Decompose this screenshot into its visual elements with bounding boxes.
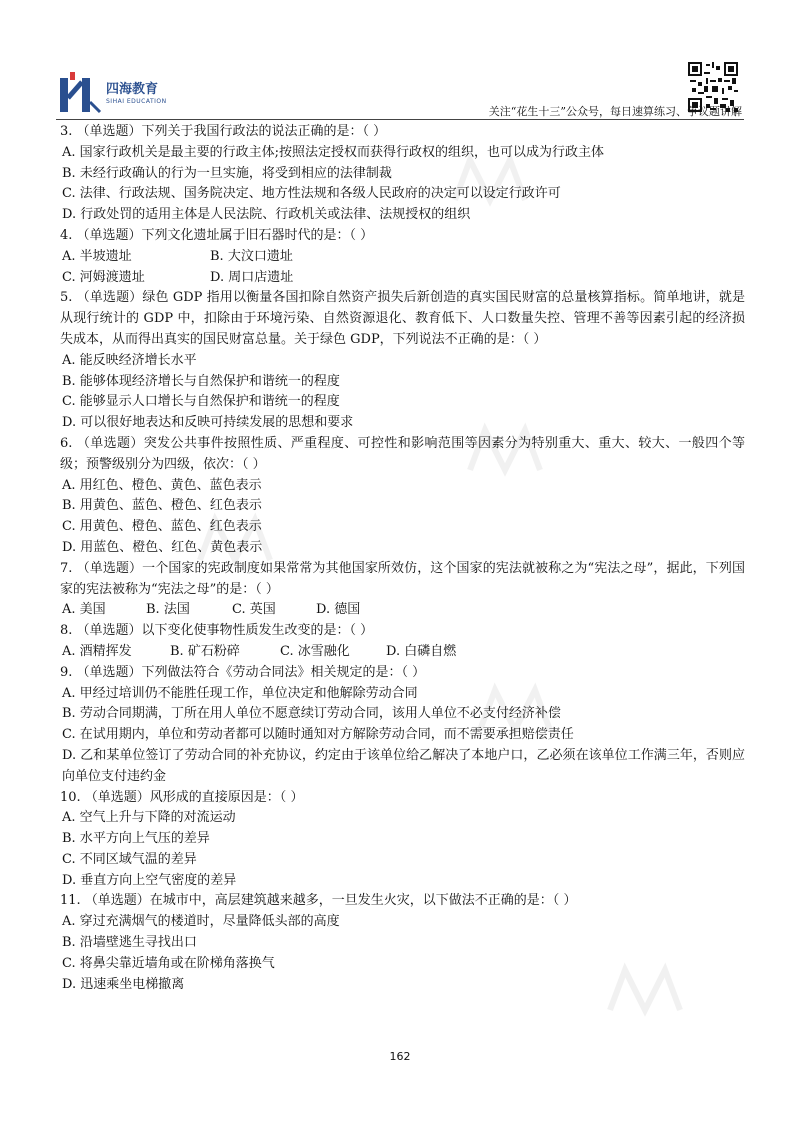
question-stem: 9. （单选题）下列做法符合《劳动合同法》相关规定的是：（ ） xyxy=(60,664,426,680)
question-7 xyxy=(60,559,745,621)
option-c: C. 河姆渡遗址 xyxy=(62,269,145,285)
option-d: D. 可以很好地表达和反映可持续发展的思想和要求 xyxy=(62,415,354,431)
option-d: D. 垂直方向上空气密度的差异 xyxy=(62,872,237,888)
logo-subtext: SIHAI EDUCATION xyxy=(106,98,167,105)
option-d: D. 乙和某单位签订了劳动合同的补充协议，约定由于该单位给乙解决了本地户口，乙必须在该单位工作满三年，否则应向单位支付违约金 xyxy=(62,747,745,784)
header-tagline: 关注“花生十三”公众号，每日速算练习、争议题讲解 xyxy=(488,105,742,118)
option-c: C. 用黄色、橙色、蓝色、红色表示 xyxy=(62,519,262,535)
option-b: B. 用黄色、蓝色、橙色、红色表示 xyxy=(62,498,262,514)
question-stem: 3. （单选题）下列关于我国行政法的说法正确的是：（ ） xyxy=(60,124,387,139)
option-c: C. 不同区域气温的差异 xyxy=(62,851,197,867)
option-a: A. 酒精挥发 xyxy=(62,643,132,659)
option-b: B. 水平方向上气压的差异 xyxy=(62,831,210,847)
option-a: A. 国家行政机关是最主要的行政主体;按照法定授权而获得行政权的组织，也可以成为行政主体 xyxy=(62,144,605,160)
option-c: C. 在试用期内，单位和劳动者都可以随时通知对方解除劳动合同，而不需要承担赔偿责任 xyxy=(62,727,574,743)
option-row xyxy=(60,268,745,289)
logo-text: 四海教育 xyxy=(106,82,159,97)
page-number: 162 xyxy=(389,1050,411,1063)
option-b: B. 未经行政确认的行为一旦实施，将受到相应的法律制裁 xyxy=(62,165,392,181)
option-d: D. 德国 xyxy=(316,602,361,618)
option-row xyxy=(60,642,745,663)
option-a: A. 穿过充满烟气的楼道时，尽量降低头部的高度 xyxy=(62,914,340,930)
question-11 xyxy=(60,891,745,995)
option-row xyxy=(60,600,745,621)
question-10 xyxy=(60,788,745,892)
option-a: A. 半坡遗址 xyxy=(62,248,132,264)
question-stem: 4. （单选题）下列文化遗址属于旧石器时代的是：（ ） xyxy=(60,227,374,243)
question-9 xyxy=(60,663,745,788)
option-a: A. 用红色、橙色、黄色、蓝色表示 xyxy=(62,477,262,493)
page-header xyxy=(0,0,800,122)
option-a: A. 能反映经济增长水平 xyxy=(62,352,197,368)
option-b: B. 法国 xyxy=(146,602,190,618)
option-a: A. 空气上升与下降的对流运动 xyxy=(62,810,236,826)
question-4 xyxy=(60,226,745,288)
option-d: D. 周口店遗址 xyxy=(210,269,294,285)
option-c: C. 冰雪融化 xyxy=(280,643,350,659)
question-stem: 5. （单选题）绿色 GDP 指用以衡量各国扣除自然资产损失后新创造的真实国民财富的总量核算指标。简单地讲，就是从现行统计的 GDP 中，扣除由于环境污染、自然资源退化、教育低下、人口数量失控、管理不善等因素引起的经济损失成本，从而得出真实的国民财富总量。关于绿色 GDP，下列说法不正确的是：（ ） xyxy=(60,290,745,347)
sihai-logo-mark xyxy=(56,72,102,116)
option-d: D. 用蓝色、橙色、红色、黄色表示 xyxy=(62,539,263,555)
option-c: C. 英国 xyxy=(232,602,276,618)
question-stem: 11. （单选题）在城市中，高层建筑越来越多，一旦发生火灾，以下做法不正确的是：（ ） xyxy=(60,893,577,909)
option-d: D. 行政处罚的适用主体是人民法院、行政机关或法律、法规授权的组织 xyxy=(62,207,471,223)
option-a: A. 甲经过培训仍不能胜任现工作，单位决定和他解除劳动合同 xyxy=(62,685,418,701)
option-b: B. 矿石粉碎 xyxy=(170,643,240,659)
question-list xyxy=(60,122,745,995)
option-b: B. 大汶口遗址 xyxy=(210,248,293,264)
option-b: B. 能够体现经济增长与自然保护和谐统一的程度 xyxy=(62,373,340,389)
option-d: D. 迅速乘坐电梯撤离 xyxy=(62,976,185,992)
sihai-logo xyxy=(56,72,206,116)
question-6 xyxy=(60,434,745,559)
option-c: C. 法律、行政法规、国务院决定、地方性法规和各级人民政府的决定可以设定行政许可 xyxy=(62,186,561,202)
question-stem: 8. （单选题）以下变化使事物性质发生改变的是：（ ） xyxy=(60,623,374,639)
option-d: D. 白磷自燃 xyxy=(386,643,457,659)
option-c: C. 能够显示人口增长与自然保护和谐统一的程度 xyxy=(62,394,340,410)
question-3 xyxy=(60,122,745,226)
question-stem: 10. （单选题）风形成的直接原因是：（ ） xyxy=(60,789,304,805)
option-b: B. 劳动合同期满，丁所在用人单位不愿意续订劳动合同，该用人单位不必支付经济补偿 xyxy=(62,706,561,722)
option-a: A. 美国 xyxy=(62,602,106,618)
question-stem: 7. （单选题）一个国家的宪政制度如果常常为其他国家所效仿，这个国家的宪法就被称之为“宪法之母”，据此，下列国家的宪法被称为“宪法之母”的是：（ ） xyxy=(60,560,745,597)
option-b: B. 沿墙壁逃生寻找出口 xyxy=(62,935,197,951)
option-c: C. 将鼻尖靠近墙角或在阶梯角落换气 xyxy=(62,955,275,971)
question-5 xyxy=(60,288,745,434)
question-8 xyxy=(60,621,745,663)
header-divider xyxy=(56,119,744,120)
question-stem: 6. （单选题）突发公共事件按照性质、严重程度、可控性和影响范围等因素分为特别重大、重大、较大、一般四个等级；预警级别分为四级，依次：（ ） xyxy=(60,435,745,472)
option-row xyxy=(60,247,745,268)
